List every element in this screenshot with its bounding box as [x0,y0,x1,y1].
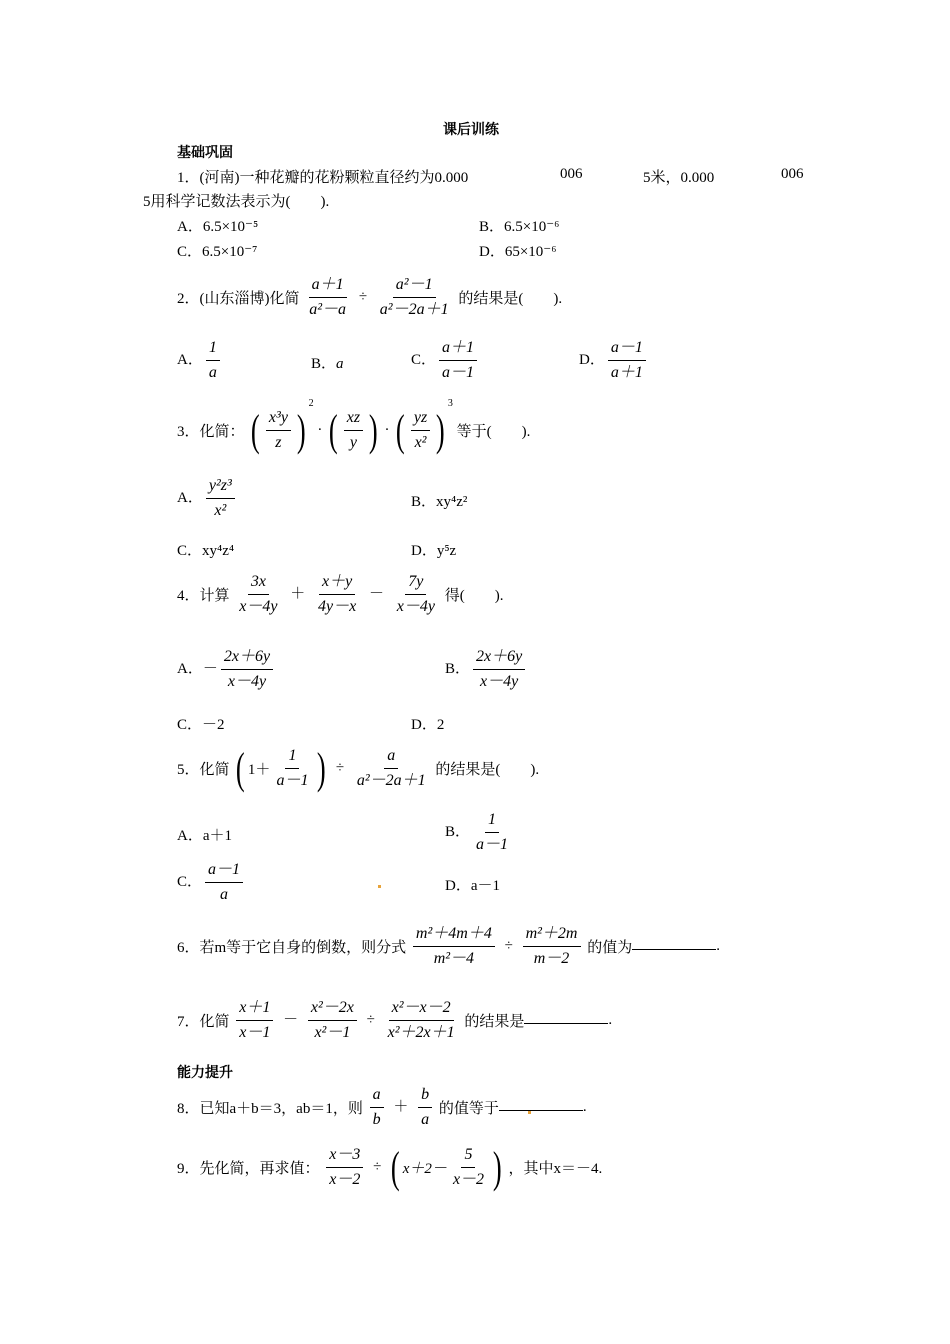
question-1-line2: 5用科学记数法表示为( ). [143,194,330,210]
q4-option-d: D．2 [411,717,445,733]
q1-option-d: D．65×10⁻⁶ [479,244,557,260]
formula-fraction: $\frac{a+1}{\text{a²－a}}$ [309,276,347,318]
q1-fragment: 006 [560,166,583,182]
question-4: 4．计算 $\frac{3x}{x-4y}$ ＋ $\frac{x+y}{4y-x}$ － $\frac{7y}{x-4y}$ 得( ). [177,573,504,615]
page-title: 课后训练 [443,122,499,138]
q4-option-a: A．－ $\frac{2x+6y}{x-4y}$ [177,647,276,692]
question-7: 7．化简 $\frac{x+1}{x-1}$ － $\frac{\text{x²－2x}}{\text{x²－1}}$ ÷ $\frac{\text{x²－x－2}}{\text{x²＋2x＋1}}$ 的结果是 . [177,999,613,1041]
question-9: 9．先化简，再求值： $\frac{x-3}{x-2}$ ÷ ( x＋2－ $\frac{5}{x-2}$ ) ，其中x＝－4. [177,1142,603,1192]
stray-mark [378,885,381,888]
q2-option-d: D． $\frac{a-1}{a+1}$ [579,338,649,383]
q4-option-c: C．－2 [177,717,225,733]
q5-option-a: A．a＋1 [177,828,232,844]
q5-option-c: C． $\frac{a-1}{a}$ [177,860,246,905]
q1-fragment: 006 [781,166,804,182]
question-8: 8．已知a＋b＝3，ab＝1，则 $\frac{a}{b}$ ＋ $\frac{b}{a}$ 的值等于 . [177,1086,587,1128]
q5-option-b: B． $\frac{1}{a-1}$ [445,811,509,853]
q2-option-b: B．a [311,356,344,372]
q3-option-a: A． $\frac{\text{y²z³}}{\text{x²}}$ [177,476,238,521]
q3-option-c: C．xy⁴z⁴ [177,543,235,559]
q1-option-b: B．6.5×10⁻⁶ [479,219,560,235]
q1-option-c: C．6.5×10⁻⁷ [177,244,258,260]
q2-option-a: A． $\frac{1}{a}$ [177,338,223,383]
answer-blank[interactable] [499,1096,583,1111]
question-1-line1: 1．(河南)一种花瓣的花粉颗粒直径约为0.000 [177,170,469,186]
answer-blank[interactable] [632,935,716,950]
question-6: 6．若m等于它自身的倒数，则分式 $\frac{\text{m²＋4m＋4}}{\text{m²－4}}$ ÷ $\frac{\text{m²＋2m}}{m-2}$ 的值为 . [177,925,721,967]
q1-option-a: A．6.5×10⁻⁵ [177,219,259,235]
formula-fraction: $\frac{\text{a²－1}}{\text{a²－2a＋1}}$ [379,276,449,318]
section-heading-basic: 基础巩固 [177,145,233,161]
q2-option-c: C． $\frac{a+1}{a-1}$ [411,338,480,383]
question-2: 2．(山东淄博)化简 $\frac{a+1}{\text{a²－a}}$ ÷ $\frac{\text{a²－1}}{\text{a²－2a＋1}}$ 的结果是( ). [177,276,563,318]
q1-fragment: 5米，0.000 [643,170,715,186]
q3-option-b: B．xy⁴z² [411,494,468,510]
q3-option-d: D．y⁵z [411,543,457,559]
answer-blank[interactable] [524,1009,608,1024]
question-3: 3．化简： ( $\frac{\text{x³y}}{z}$ )$^2$ · ( $\frac{xz}{y}$ ) · ( $\frac{yz}{\text{x²}}$ )$^3$ 等于( ). [177,398,531,455]
q4-option-b: B． $\frac{2x+6y}{x-4y}$ [445,647,528,692]
stray-mark [528,1111,531,1114]
section-heading-advanced: 能力提升 [177,1065,233,1081]
question-5: 5．化简 ( 1＋ $\frac{1}{a-1}$ ) ÷ $\frac{a}{\text{a²－2a＋1}}$ 的结果是( ). [177,743,540,793]
q5-option-d: D．a－1 [445,878,500,894]
